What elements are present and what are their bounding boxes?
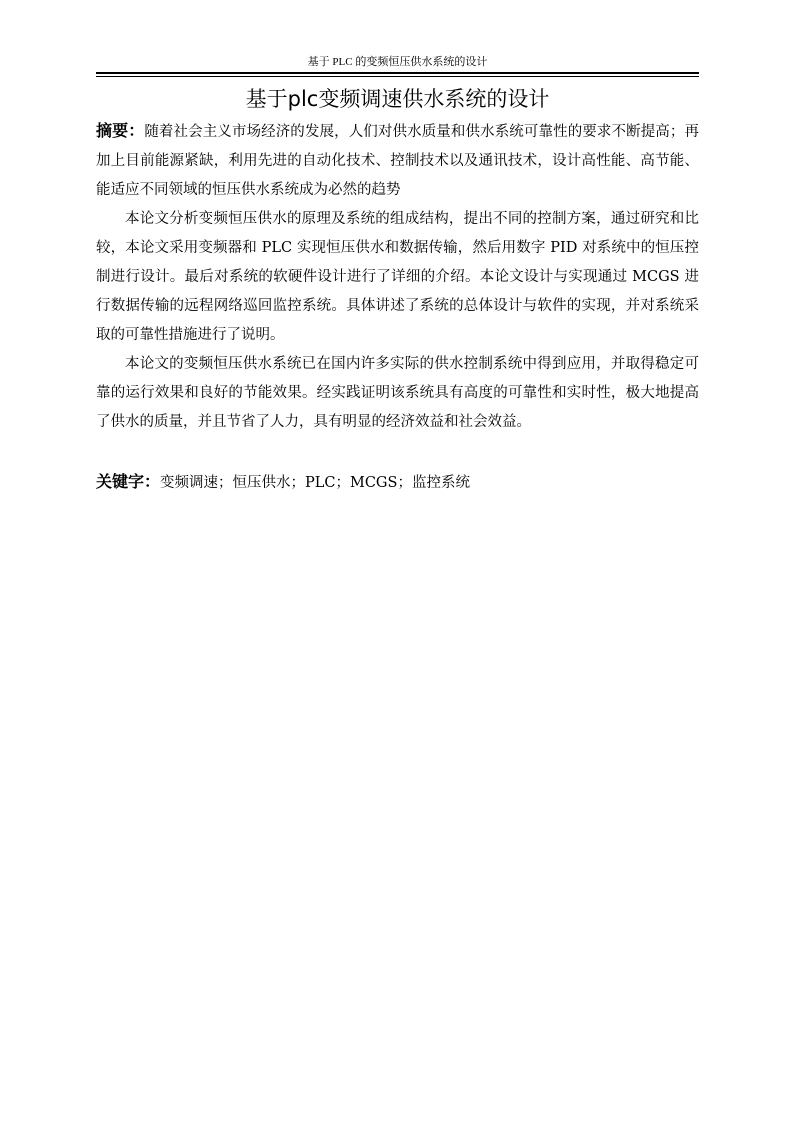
keywords-label: 关键字： xyxy=(96,472,161,491)
keywords-text: 变频调速；恒压供水；PLC；MCGS；监控系统 xyxy=(160,475,470,491)
abstract-paragraph-1 xyxy=(96,116,699,205)
abstract-paragraph-3: 本论文的变频恒压供水系统已在国内许多实际的供水控制系统中得到应用，并取得稳定可靠的运行效果和良好的节能效果。经实践证明该系统具有高度的可靠性和实时性，极大地提高了供水的质量，并且节省了人力，具有明显的经济效益和社会效益。 xyxy=(96,356,699,430)
header-rule xyxy=(96,72,699,74)
running-header: 基于 PLC 的变频恒压供水系统的设计 xyxy=(307,56,488,68)
abstract-paragraph-1-text: 随着社会主义市场经济的发展，人们对供水质量和供水系统可靠性的要求不断提高；再加上目前能源紧缺，利用先进的自动化技术、控制技术以及通讯技术，设计高性能、高节能、能适应不同领域的恒压供水系统成为必然的趋势 xyxy=(96,124,699,198)
abstract-paragraph-2: 本论文分析变频恒压供水的原理及系统的组成结构，提出不同的控制方案，通过研究和比较，本论文采用变频器和 PLC 实现恒压供水和数据传输，然后用数字 PID 对系统中的恒压控制进行设计。最后对系统的软硬件设计进行了详细的介绍。本论文设计与实现通过 MCGS 进行数据传输的远程网络巡回监控系统。具体讲述了系统的总体设计与软件的实现，并对系统采取的可靠性措施进行了说明。 xyxy=(96,211,699,343)
abstract-label: 摘要： xyxy=(96,121,145,140)
keywords-section xyxy=(96,467,699,498)
header-rule-secondary xyxy=(96,76,699,77)
paper-title: 基于plc变频调速供水系统的设计 xyxy=(245,87,550,111)
abstract-section xyxy=(96,116,699,437)
